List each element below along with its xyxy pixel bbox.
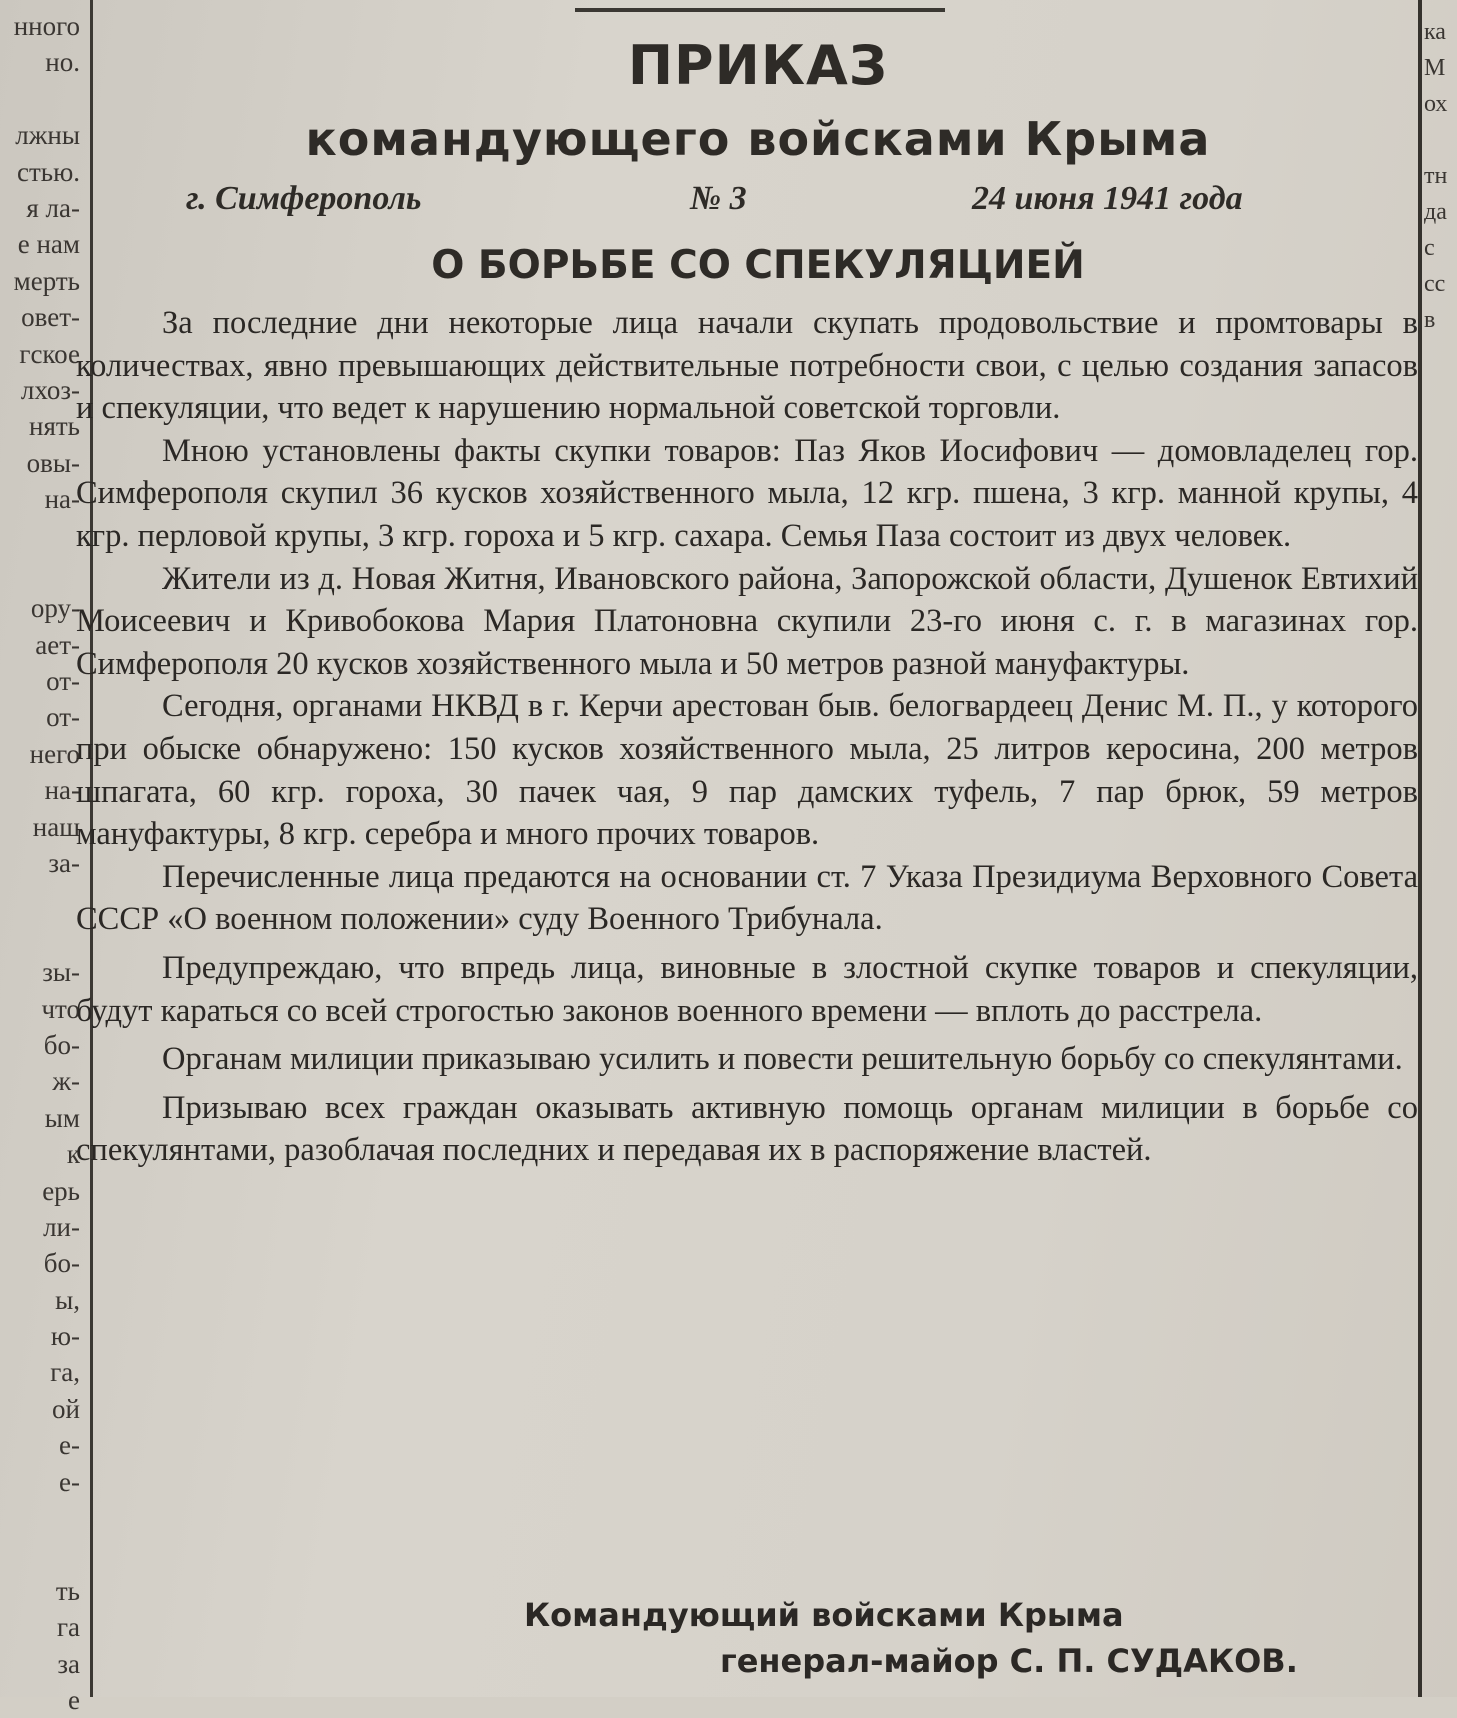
left-column-line: овы- [26,447,80,478]
order-date: 24 июня 1941 года [972,180,1243,217]
left-column-line: на- [44,484,80,515]
left-column-line: ает- [35,629,80,660]
left-column-line: него [29,738,80,769]
right-column-line: тн [1424,163,1448,189]
right-column-fragments [1424,14,1457,338]
left-column-line: гское [19,338,80,369]
paragraph: Предупреждаю, что впредь лица, виновные в злостной скупке товаров и спекуляции, будут караться со всей строгостью законов военного времени — вплоть до расстрела. [76,949,1418,1029]
left-column-line [0,554,80,590]
left-column-line: бо- [43,1029,80,1060]
left-column-line: нять [29,411,80,442]
paragraph: Призываю всех граждан оказывать активную помощь органам милиции в борьбе со спекулянтами, разоблачая последних и передавая их в распоряжение властей. [76,1089,1418,1169]
left-column-line: ы, [55,1284,80,1315]
left-column-line: зы- [42,957,80,988]
paragraph: Мною установлены факты скупки товаров: Паз Яков Иосифович — домовладелец гор. Симферополя скупил 36 кусков хозяйственного мыла, 12 кгр. пшена, 3 кгр. манной крупы, 4 кгр. перловой крупы, 3 кгр. гороха и 5 кгр. сахара. Семья Паза состоит из двух человек. [76,432,1418,554]
order-city: г. Симферополь [186,180,422,217]
signature-name: генерал-майор С. П. СУДАКОВ. [720,1642,1298,1680]
right-column-line: ох [1424,91,1448,117]
left-column-line: лжны [15,120,80,151]
left-column-line: га [56,1612,80,1643]
left-column-line [0,517,80,553]
right-column-line: ка [1424,19,1446,45]
left-column-line: но. [45,47,80,78]
right-column-line: с [1424,235,1435,261]
right-column-line: сс [1424,271,1446,297]
left-column-line: за [57,1648,80,1679]
left-column-line [0,81,80,117]
order-number: № 3 [690,180,747,217]
left-column-line: овет- [21,302,80,333]
left-column-line: ору- [30,593,80,624]
paragraph: За последние дни некоторые лица начали скупать продовольствие и промтовары в количествах, явно превышающих действительные потребности свои, с целью создания запасов и спекуляции, что ведет к нарушению нормальной советской торговли. [76,305,1418,427]
left-column-line: ю- [50,1321,80,1352]
right-column-line: да [1424,199,1447,225]
left-column-line [0,1536,80,1572]
order-subtitle: командующего войсками Крыма [305,112,1211,166]
left-column-line [0,881,80,917]
left-column-line: стью. [16,156,80,187]
left-column-line: ть [55,1575,80,1606]
paragraph: Жители из д. Новая Житня, Ивановского района, Запорожской области, Душенок Евтихий Моисеевич и Кривобокова Мария Платоновна скупили 23-го июня с. г. в магазинах гор. Симферополя 20 кусков хозяйственного мыла и 50 метров разной мануфактуры. [76,560,1418,682]
left-column-line: е- [59,1430,80,1461]
order-title: ПРИКАЗ [627,34,889,97]
left-column-line: ж- [52,1066,80,1097]
paragraph: Перечисленные лица предаются на основании ст. 7 Указа Президиума Верховного Совета СССР «О военном положении» суду Военного Трибунала. [76,858,1418,938]
signature-title: Командующий войсками Крыма [524,1596,1124,1634]
top-rule [575,8,945,12]
left-column-line: нного [13,11,80,41]
left-column-line: на- [44,775,80,806]
paragraph: Сегодня, органами НКВД в г. Керчи арестован быв. белогвардеец Денис М. П., у которого при обыске обнаружено: 150 кусков хозяйственного мыла, 25 литров керосина, 200 метров шпагата, 60 кгр. гороха, 30 пачек чая, 9 пар дамских туфель, 7 пар брюк, 59 метров мануфактуры, 8 кгр. серебра и много прочих товаров. [76,688,1418,853]
paragraph: Органам милиции приказываю усилить и повести решительную борьбу со спекулянтами. [162,1041,1403,1078]
left-column-line: ли- [43,1211,80,1242]
left-column-line: от- [46,666,80,697]
left-column-fragments [0,8,80,1718]
order-body [76,302,1418,1172]
right-column-line: М [1424,55,1446,81]
left-column-line: за- [48,847,80,878]
left-column-line: мерть [13,265,80,296]
right-column-rule [1418,0,1422,1697]
right-column-line: в [1424,307,1436,333]
left-column-line: наш [32,811,80,842]
left-column-line: ерь [42,1175,80,1206]
right-column-line [1424,122,1457,158]
left-column-line: ым [44,1102,80,1133]
left-column-line [0,918,80,954]
left-column-line: лхоз- [20,374,80,405]
left-column-line: е [68,1684,80,1715]
left-column-line: к [66,1139,80,1170]
left-column-line: я ла- [26,192,80,223]
left-column-line: от- [46,702,80,733]
left-column-line [0,1500,80,1536]
left-column-line: е- [59,1466,80,1497]
left-column-line: что [41,993,80,1024]
left-column-line: ой [52,1393,80,1424]
left-column-line: га, [50,1357,80,1388]
left-column-line: бо- [43,1248,80,1279]
left-column-line: е нам [17,229,80,260]
order-heading: О БОРЬБЕ СО СПЕКУЛЯЦИЕЙ [431,243,1085,288]
